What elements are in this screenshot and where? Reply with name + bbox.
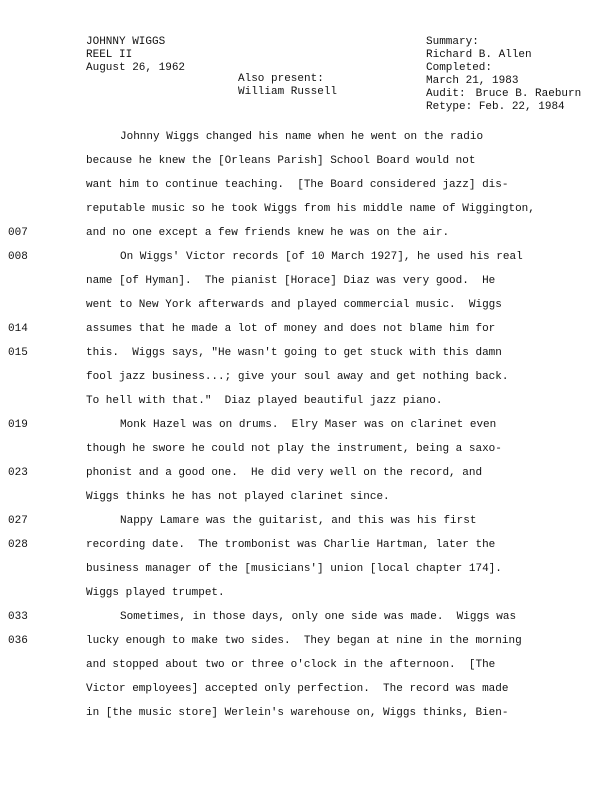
- transcript-line: [0, 682, 612, 706]
- transcript-line: [0, 706, 612, 730]
- tape-counter-number: 008: [8, 251, 28, 263]
- audit-line: [426, 88, 581, 101]
- transcript-line: [0, 130, 612, 154]
- transcript-text: Wiggs thinks he has not played clarinet since.: [86, 491, 390, 503]
- interview-header: [86, 36, 185, 75]
- completed-date: March 21, 1983: [426, 75, 519, 87]
- transcript-line: [0, 490, 612, 514]
- transcript-line: [0, 394, 612, 418]
- transcript-line: [0, 442, 612, 466]
- audit-name: Bruce B. Raeburn: [475, 88, 582, 100]
- transcript-text: assumes that he made a lot of money and does not blame him for: [86, 323, 496, 335]
- transcript-text: recording date. The trombonist was Charlie Hartman, later the: [86, 539, 496, 551]
- transcript-text: To hell with that." Diaz played beautiful jazz piano.: [86, 395, 443, 407]
- tape-counter-number: 028: [8, 539, 28, 551]
- audit-label: Audit:: [426, 88, 466, 100]
- also-present-block: [238, 73, 337, 99]
- transcript-line: [0, 274, 612, 298]
- summary-author: Richard B. Allen: [426, 49, 532, 61]
- summary-label: Summary:: [426, 36, 479, 48]
- transcript-text: went to New York afterwards and played commercial music. Wiggs: [86, 299, 502, 311]
- transcript-body: [0, 130, 612, 730]
- retype-line: [426, 101, 581, 114]
- transcript-line: [0, 586, 612, 610]
- transcript-line: [0, 610, 612, 634]
- transcript-text: because he knew the [Orleans Parish] School Board would not: [86, 155, 476, 167]
- retype-label: Retype:: [426, 101, 473, 113]
- transcript-text: Nappy Lamare was the guitarist, and this was his first: [120, 515, 477, 527]
- transcript-line: [0, 322, 612, 346]
- transcript-text: On Wiggs' Victor records [of 10 March 1927], he used his real: [120, 251, 523, 263]
- tape-counter-number: 036: [8, 635, 28, 647]
- transcript-text: and no one except a few friends knew he was on the air.: [86, 227, 450, 239]
- transcript-text: fool jazz business...; give your soul away and get nothing back.: [86, 371, 509, 383]
- tape-counter-number: 023: [8, 467, 28, 479]
- transcript-line: [0, 418, 612, 442]
- transcript-text: business manager of the [musicians'] union [local chapter 174].: [86, 563, 502, 575]
- transcript-text: Johnny Wiggs changed his name when he went on the radio: [120, 131, 484, 143]
- transcript-line: [0, 538, 612, 562]
- transcript-line: [0, 466, 612, 490]
- reel-number: REEL II: [86, 49, 133, 61]
- also-present-name: William Russell: [238, 86, 338, 98]
- transcript-line: [0, 154, 612, 178]
- transcript-text: want him to continue teaching. [The Board considered jazz] dis-: [86, 179, 509, 191]
- transcript-text: Sometimes, in those days, only one side was made. Wiggs was: [120, 611, 517, 623]
- summary-block: [426, 36, 581, 114]
- transcript-text: Wiggs played trumpet.: [86, 587, 225, 599]
- transcript-text: Victor employees] accepted only perfection. The record was made: [86, 683, 509, 695]
- transcript-line: [0, 202, 612, 226]
- tape-counter-number: 027: [8, 515, 28, 527]
- tape-counter-number: 019: [8, 419, 28, 431]
- interviewee-name: JOHNNY WIGGS: [86, 36, 166, 48]
- transcript-line: [0, 346, 612, 370]
- also-present-label: Also present:: [238, 73, 324, 85]
- interview-date: August 26, 1962: [86, 62, 186, 74]
- transcript-text: phonist and a good one. He did very well on the record, and: [86, 467, 483, 479]
- transcript-line: [0, 370, 612, 394]
- transcript-line: [0, 658, 612, 682]
- tape-counter-number: 015: [8, 347, 28, 359]
- transcript-line: [0, 226, 612, 250]
- transcript-text: though he swore he could not play the instrument, being a saxo-: [86, 443, 502, 455]
- transcript-text: name [of Hyman]. The pianist [Horace] Diaz was very good. He: [86, 275, 496, 287]
- transcript-line: [0, 562, 612, 586]
- completed-label: Completed:: [426, 62, 493, 74]
- transcript-text: in [the music store] Werlein's warehouse on, Wiggs thinks, Bien-: [86, 707, 509, 719]
- tape-counter-number: 014: [8, 323, 28, 335]
- retype-date: Feb. 22, 1984: [478, 101, 565, 113]
- transcript-line: [0, 634, 612, 658]
- tape-counter-number: 033: [8, 611, 28, 623]
- transcript-line: [0, 250, 612, 274]
- transcript-text: reputable music so he took Wiggs from his middle name of Wiggington,: [86, 203, 535, 215]
- tape-counter-number: 007: [8, 227, 28, 239]
- transcript-text: this. Wiggs says, "He wasn't going to get stuck with this damn: [86, 347, 502, 359]
- transcript-text: Monk Hazel was on drums. Elry Maser was on clarinet even: [120, 419, 497, 431]
- transcript-line: [0, 514, 612, 538]
- transcript-text: and stopped about two or three o'clock in the afternoon. [The: [86, 659, 496, 671]
- transcript-line: [0, 298, 612, 322]
- transcript-line: [0, 178, 612, 202]
- transcript-text: lucky enough to make two sides. They began at nine in the morning: [86, 635, 522, 647]
